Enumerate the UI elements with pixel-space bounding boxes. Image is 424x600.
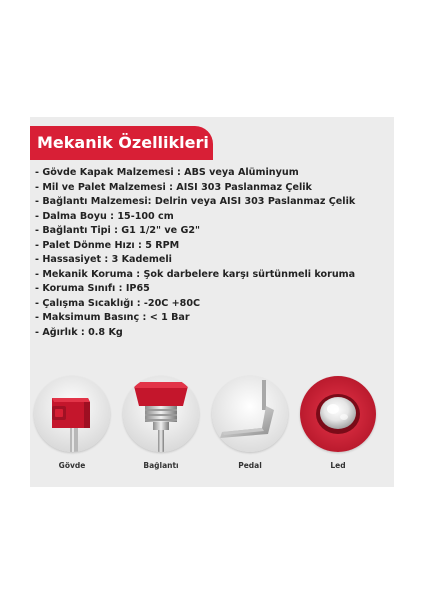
spec-item: - Maksimum Basınç : < 1 Bar — [35, 312, 190, 323]
spec-item: - Bağlantı Tipi : G1 1/2" ve G2" — [35, 225, 201, 236]
spec-item: - Mil ve Palet Malzemesi : AISI 303 Paslanmaz Çelik — [35, 181, 312, 193]
pedal-illustration — [212, 376, 288, 452]
product-parts-row — [30, 376, 394, 486]
product-body — [32, 376, 112, 470]
section-title: Mekanik Özellikleri — [37, 133, 209, 152]
spec-item: - Palet Dönme Hızı : 5 RPM — [35, 239, 180, 251]
pedal-image — [212, 376, 288, 452]
spec-item: - Mekanik Koruma : Şok darbelere karşı sürtünmeli koruma — [35, 268, 356, 280]
led-illustration — [300, 376, 376, 452]
spec-item: - Çalışma Sıcaklığı : -20C +80C — [35, 297, 201, 309]
body-image — [34, 376, 110, 452]
body-caption: Gövde — [58, 461, 86, 470]
led-image — [300, 376, 376, 452]
product-pedal — [210, 376, 290, 470]
connection-image — [123, 376, 199, 452]
product-connection — [121, 376, 201, 470]
spec-item: - Bağlantı Malzemesi: Delrin veya AISI 303 Paslanmaz Çelik — [35, 196, 356, 207]
connection-illustration — [123, 376, 199, 452]
body-illustration — [34, 376, 110, 452]
spec-item: - Ağırlık : 0.8 Kg — [35, 326, 123, 338]
spec-item: - Gövde Kapak Malzemesi : ABS veya Alüminyum — [35, 167, 299, 178]
connection-caption: Bağlantı — [143, 461, 179, 470]
spec-item: - Hassasiyet : 3 Kademeli — [35, 254, 172, 265]
product-led — [298, 376, 378, 470]
pedal-caption: Pedal — [238, 461, 262, 470]
spec-item: - Dalma Boyu : 15-100 cm — [35, 210, 174, 222]
led-caption: Led — [330, 461, 346, 470]
spec-item: - Koruma Sınıfı : IP65 — [35, 283, 150, 294]
spec-list — [35, 166, 391, 340]
